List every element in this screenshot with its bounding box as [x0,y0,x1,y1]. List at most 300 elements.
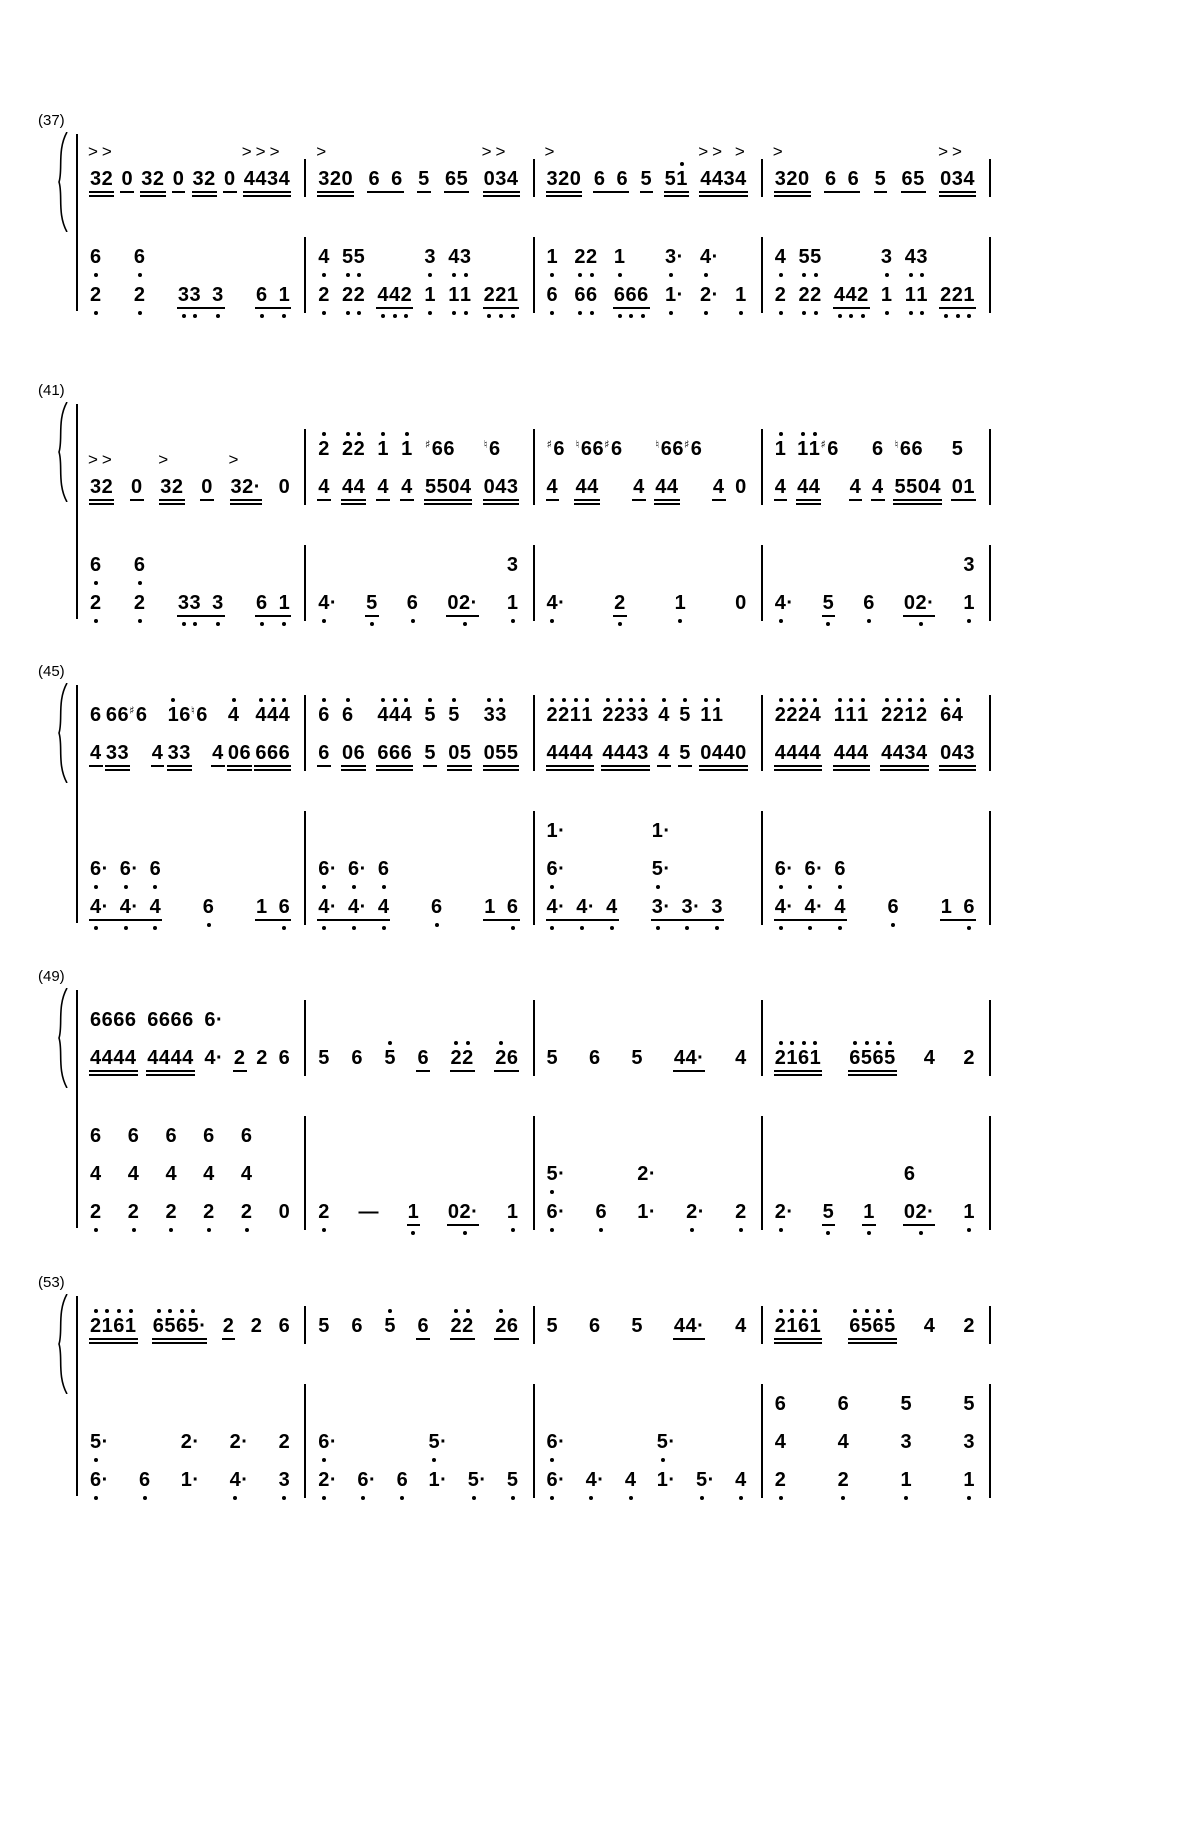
voice-slot [425,467,472,505]
voice-slot [342,695,365,733]
sharp-icon: ♯ [604,438,610,451]
voice-slot [168,733,208,771]
left-hand-staff [78,1116,991,1230]
voice-slot [366,545,378,583]
voice-slot [658,695,670,733]
note-digit: 6 [278,742,291,764]
note-digit: 3 [637,704,649,726]
note-group [90,1048,137,1068]
note-digit: 6 [400,742,413,764]
note-digit: 0 [735,742,747,764]
note-group [495,1316,518,1336]
note-digit: 4 [655,476,667,498]
beat-column [775,695,822,771]
voice-slot [484,467,519,505]
voice-slot [318,275,330,313]
note-digit: 2 [700,284,712,306]
note-digit: 6 [847,168,860,190]
note-digit: 4 [495,476,507,498]
voice-slot [318,887,389,925]
note-digit: 6 [489,438,501,460]
note-group [547,247,559,267]
beat-column [940,695,975,771]
voice-slot [351,1306,363,1344]
note-digit: 2 [90,592,102,614]
voice-slot [775,1460,787,1498]
note-digit: 4 [916,742,928,764]
voice-slot [256,583,290,621]
note-group [507,1470,519,1490]
note-digit: 2 [810,284,822,306]
note-digit: 2 [318,1201,330,1223]
note-digit: 5 [546,1315,559,1337]
voice-slot [735,1154,747,1192]
accent-marks: >> [88,142,116,161]
note-digit: 4 [585,1469,598,1491]
note-digit: 4 [774,592,787,614]
note-digit: 4 [798,742,810,764]
voice-slot [507,1460,519,1498]
voice-slot [484,237,519,275]
note-group [90,897,161,917]
note-digit: 2 [152,168,165,190]
voice-slot [90,887,161,925]
beat-column [342,695,365,771]
note-digit: 2 [329,168,342,190]
note-digit: 2 [546,704,559,726]
note-digit: 6 [240,1125,253,1147]
note-group [90,705,102,725]
voice-slot [850,467,862,505]
note-group [825,169,859,189]
voice-slot [165,1154,177,1192]
note-digit: 2 [101,476,114,498]
beat-column [938,142,975,197]
beat-column [775,1384,787,1498]
note-group [230,1470,249,1490]
note-digit: · [786,592,794,614]
note-group [938,142,975,190]
note-digit: 0 [278,476,291,498]
note-digit: 5 [546,1163,559,1185]
note-group [401,439,413,459]
voice-slot [279,1116,291,1154]
note-digit: 5 [679,742,691,764]
note-digit: 6 [406,592,419,614]
note-group [318,1470,337,1490]
note-group [90,1202,102,1222]
note-digit: 4 [348,896,360,918]
note-digit: 3 [723,168,736,190]
voice-slot [881,275,893,313]
voice-slot [963,1460,975,1498]
note-digit: 3 [167,742,180,764]
measure [306,1384,534,1498]
note-group [256,285,290,305]
note-digit: 2 [459,1201,472,1223]
note-digit: 6 [506,1047,519,1069]
beat-column [484,849,518,925]
note-digit: 5 [860,1315,873,1337]
note-digit: 4 [774,896,787,918]
note-digit: 6 [101,1009,114,1031]
voice-slot [401,429,413,467]
note-group [181,1432,200,1452]
voice-slot [547,429,565,467]
voice-slot [351,1038,363,1076]
note-group [637,1202,656,1222]
note-group [838,1432,850,1452]
note-group [424,705,436,725]
voice-slot [401,467,413,505]
note-digit: 0 [951,476,964,498]
note-digit: 2 [963,1047,975,1069]
note-digit: 2 [204,168,216,190]
beat-column [448,237,471,313]
note-digit: 4 [377,704,390,726]
note-digit: · [131,896,139,918]
note-digit: · [101,858,109,880]
beat-column [735,545,747,621]
note-group [495,1048,518,1068]
note-digit: · [558,1201,566,1223]
note-group [547,743,594,763]
note-digit: 4 [872,476,884,498]
note-digit: 4 [633,476,645,498]
note-group [448,285,471,305]
note-group [90,1316,137,1336]
note-group [902,169,925,189]
note-digit: 5 [384,1047,396,1069]
note-digit: · [558,896,566,918]
note-group [700,705,723,725]
voice-slot [377,695,412,733]
note-group [905,247,928,267]
note-digit: · [558,1431,566,1453]
note-group [547,439,565,459]
note-digit: 6 [351,1047,363,1069]
note-digit: 5 [951,438,964,460]
note-group [713,477,725,497]
note-digit: 5 [353,246,366,268]
note-digit: 5 [640,168,653,190]
note-group [574,285,597,305]
measure [535,1384,763,1498]
beat-column [204,1000,223,1076]
note-digit: · [471,1201,479,1223]
note-digit: 6 [348,858,360,880]
voice-slot [417,1038,429,1076]
voice-slot [316,142,354,197]
note-digit: 4 [546,592,559,614]
beat-column [484,237,519,313]
note-digit: 4 [448,246,460,268]
beat-column [633,429,645,505]
note-group [963,1048,975,1068]
note-digit: 2 [203,1201,215,1223]
note-group [147,1048,194,1068]
beat-column [279,1306,291,1344]
voice-slot [212,733,224,771]
voice-slot [90,237,102,275]
note-digit: 4 [700,246,712,268]
voice-slot [484,429,519,467]
note-digit: 4 [158,1047,171,1069]
beat-column [614,545,626,621]
note-digit: 0 [447,592,460,614]
note-digit: 4 [147,1047,159,1069]
note-group [574,247,597,267]
beat-column [407,545,419,621]
beat-column [168,695,208,771]
measure-number-label: (49) [38,968,65,985]
note-group [838,1394,850,1414]
voice-slot [838,1460,850,1498]
voice-slot [318,583,337,621]
note-group [384,1048,396,1068]
note-digit: 6 [804,858,817,880]
note-group [203,897,215,917]
staff-gap [76,505,991,545]
note-digit: 6 [204,1009,217,1031]
beat-column [700,237,719,313]
note-group [152,743,164,763]
note-digit: 2 [318,284,330,306]
note-digit: 6 [90,858,102,880]
note-group [106,705,148,725]
voice-slot [178,237,224,275]
beat-column [234,1000,246,1076]
note-digit: 0 [735,476,747,498]
note-digit: 6 [377,858,390,880]
note-group [698,142,749,190]
note-digit: 3 [495,704,507,726]
beat-column [342,429,365,505]
note-digit: 5 [822,1201,835,1223]
note-digit: 4 [90,896,102,918]
note-group [251,1316,263,1336]
note-group [940,285,975,305]
accent-marks: > [316,142,331,161]
note-digit: 6 [690,438,703,460]
note-digit: 6 [138,1469,151,1491]
voice-slot [481,142,519,197]
measure-number-label: (45) [38,663,65,680]
note-group [674,1048,704,1068]
note-group [614,593,626,613]
note-group [823,593,835,613]
voice-slot [134,275,146,313]
note-digit: 6 [625,284,638,306]
voice-slot [547,1422,566,1460]
voice-slot [963,1192,975,1230]
voice-slot [547,583,566,621]
beat-column [90,1306,137,1344]
note-digit: 5 [506,742,519,764]
beat-column [574,237,597,313]
note-digit: 6 [834,858,846,880]
note-digit: 5 [906,476,918,498]
note-digit: 1 [546,820,559,842]
note-group [625,1470,637,1490]
note-digit: 2 [400,284,413,306]
beat-column [255,695,290,771]
voice-slot [342,467,365,505]
note-group [657,1470,676,1490]
note-group [575,477,598,497]
note-digit: · [597,1469,605,1491]
beat-column [128,1116,140,1230]
beat-column [631,1306,643,1344]
note-digit: 6 [377,742,390,764]
measure [535,1116,763,1230]
note-digit: 6 [580,438,593,460]
note-digit: 4 [786,742,798,764]
note-digit: 6 [133,246,146,268]
note-digit: 1 [613,246,626,268]
note-group [963,1470,975,1490]
note-digit: 4 [149,896,162,918]
note-digit: 1 [656,1469,669,1491]
left-hand-staff [78,1384,991,1498]
note-digit: 4 [735,1469,747,1491]
note-group [447,593,477,613]
voice-slot [641,159,653,197]
voice-slot [203,1154,215,1192]
voice-slot [963,545,975,583]
note-digit: · [558,820,566,842]
note-digit: 5 [459,742,472,764]
beat-column [799,237,822,313]
note-digit: 0 [700,742,712,764]
note-group [589,1048,601,1068]
voice-slot [484,275,519,313]
note-group [679,743,691,763]
note-digit: 6 [179,704,191,726]
note-digit: 4 [711,168,724,190]
grand-staff [76,988,991,1230]
note-digit: 1 [101,1315,114,1337]
voice-slot [484,733,519,771]
note-digit: 6 [176,1315,188,1337]
voice-slot [256,1038,268,1076]
beat-column [775,545,794,621]
note-digit: 1 [546,246,559,268]
voice-slot [318,1192,330,1230]
measure [306,429,534,505]
note-digit: · [329,592,338,614]
note-digit: 4 [845,742,857,764]
note-digit: 0 [903,1201,916,1223]
note-digit: 6 [152,1315,165,1337]
voice-slot [696,1422,715,1460]
note-group [904,1164,916,1184]
voice-slot [775,467,787,505]
beat-column [228,450,261,505]
note-group [665,285,684,305]
note-digit: 3 [117,742,130,764]
note-digit: 6 [417,1315,430,1337]
note-digit: 0 [483,168,496,190]
voice-slot [872,429,884,467]
note-digit: 1 [940,896,953,918]
note-digit: 4 [318,476,330,498]
beat-column [147,1000,194,1076]
voice-slot [425,429,472,467]
note-digit: · [558,1163,566,1185]
note-digit: 4 [318,246,330,268]
note-digit: 4 [658,742,670,764]
note-digit: 4 [278,704,291,726]
note-digit: 4 [587,476,599,498]
note-group [90,1010,137,1030]
note-digit: 6 [546,858,559,880]
note-group [228,743,251,763]
note-group [165,1164,177,1184]
beat-column [735,237,747,313]
measure [763,1000,991,1076]
note-group [875,169,887,189]
voice-slot [357,1460,376,1498]
note-group [418,169,430,189]
note-digit: 4 [666,476,679,498]
accent-marks: > [228,450,243,469]
note-group [128,1202,140,1222]
note-digit: 3 [546,168,559,190]
voice-slot [495,1038,518,1076]
voice-slot [366,583,378,621]
note-digit: · [241,1431,249,1453]
note-group [797,477,820,497]
voice-slot [424,237,436,275]
voice-slot [850,429,862,467]
note-group [507,1202,519,1222]
note-group [547,1470,566,1490]
note-digit: 3 [774,168,787,190]
beat-column [201,467,213,505]
staff-system [38,112,991,313]
note-group [484,439,501,459]
voice-slot [342,733,365,771]
note-digit: 4 [243,168,256,190]
note-digit: 4 [857,742,869,764]
note-group [318,285,330,305]
note-group [141,169,164,189]
note-group [589,1316,601,1336]
right-hand-staff [78,132,991,197]
note-group [547,1048,559,1068]
beat-column [881,237,893,313]
beat-column [872,429,884,505]
voice-slot [700,733,747,771]
note-digit: 2 [857,284,869,306]
note-digit: 4 [581,742,593,764]
note-group [652,897,723,917]
note-digit: 4 [377,476,390,498]
voice-slot [228,733,251,771]
note-group [904,593,934,613]
sharp-icon: ♯ [424,438,431,451]
voice-slot [318,733,330,771]
note-group [168,743,191,763]
note-digit: 6 [266,742,279,764]
voice-slot [279,1422,291,1460]
note-digit: 0 [483,476,496,498]
note-digit: 2 [963,1315,975,1337]
measure [763,429,991,505]
staff-gap [76,1344,991,1384]
note-digit: 3 [212,284,224,306]
